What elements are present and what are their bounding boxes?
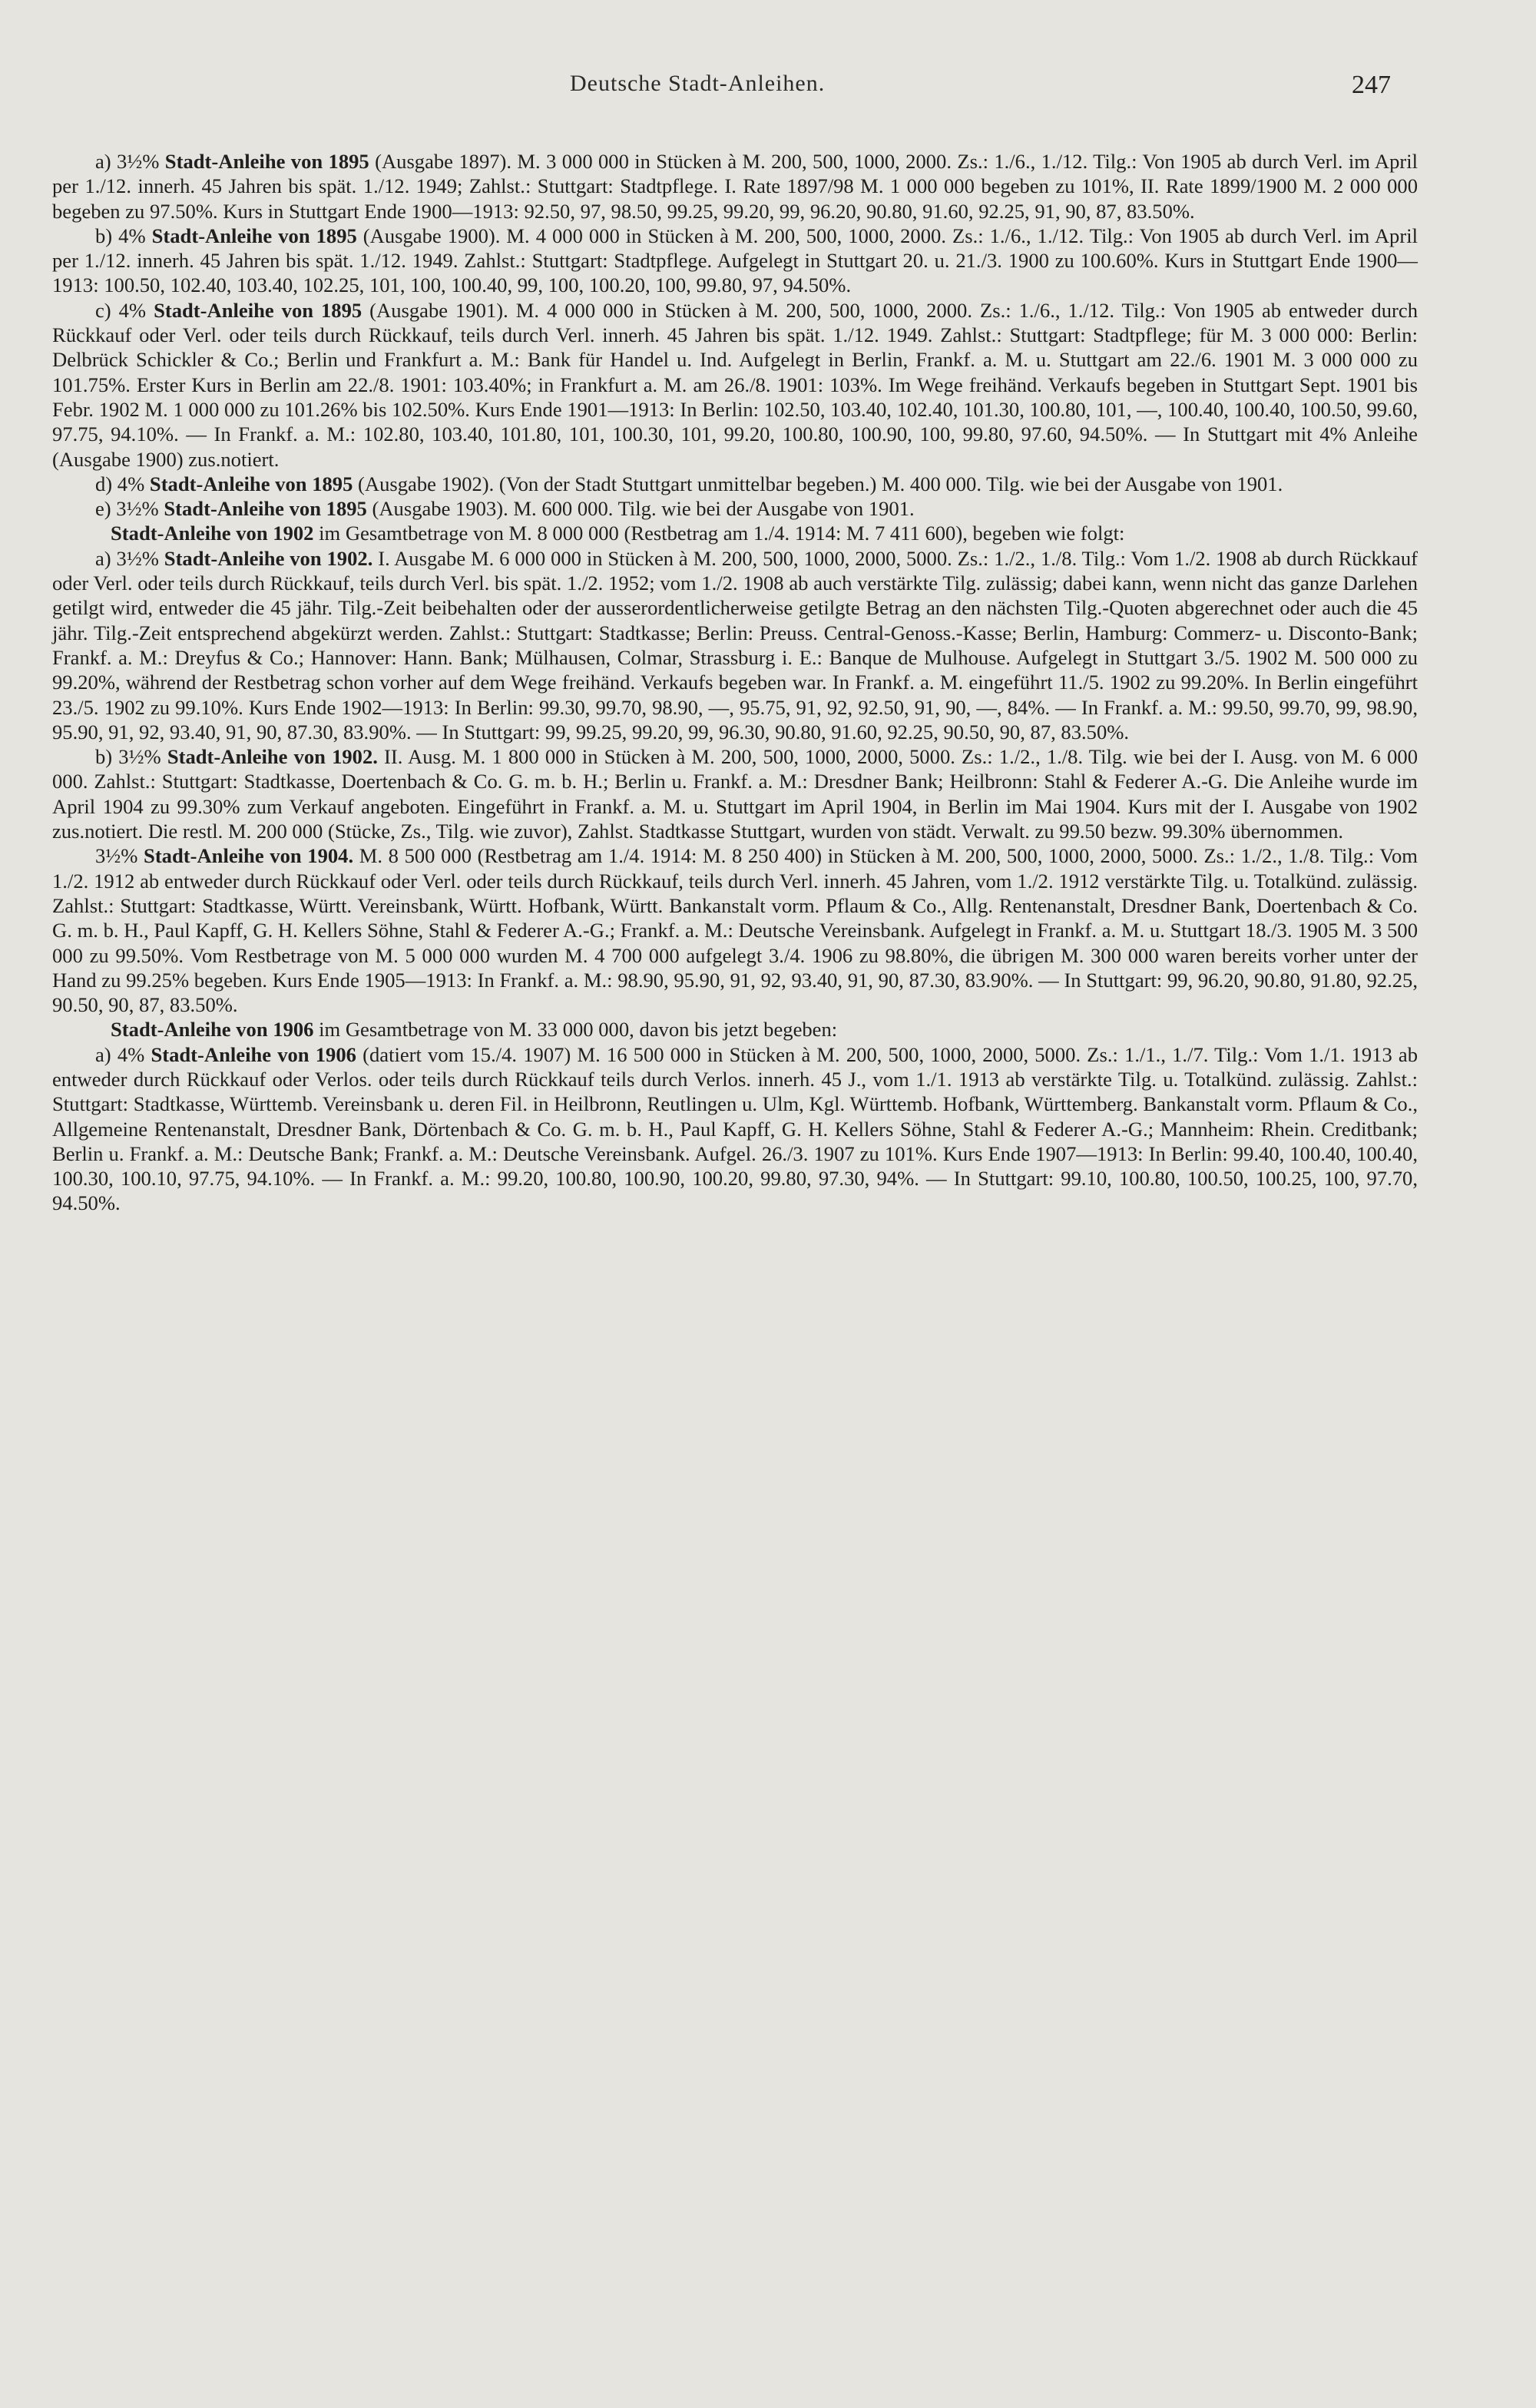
paragraph-body: (Ausgabe 1903). M. 600 000. Tilg. wie bei der Ausgabe von 1901. [366, 497, 915, 521]
running-title: Deutsche Stadt-Anleihen. [570, 71, 826, 96]
paragraph-body: (datiert vom 15./4. 1907) M. 16 500 000 in Stücken à M. 200, 500, 1000, 2000, 5000. Zs.: 1./1., 1./7. Tilg.: Vom 1./1. 1913 ab entweder durch Rückkauf oder Verlos. oder teils durch Rückkauf teils durch Verlos. innerh. 45 J., vom 1./1. 1913 ab verstärkte Tilg. u. Totalkünd. zulässig. Zahlst.: Stuttgart: Stadtkasse, Württemb. Vereinsbank u. deren Fil. in Heilbronn, Reutlingen u. Ulm, Kgl. Württemb. Hofbank, Württemberg. Bankanstalt vorm. Pflaum & Co., Allgemeine Rentenanstalt, Dresdner Bank, Dörtenbach & Co. G. m. b. H., Paul Kapff, G. H. Kellers Söhne, Stahl & Federer A.-G.; Mannheim: Rhein. Creditbank; Berlin u. Frankf. a. M.: Deutsche Bank; Frankf. a. M.: Deutsche Vereinsbank. Aufgel. 26./3. 1907 zu 101%. Kurs Ende 1907—1913: In Berlin: 99.40, 100.40, 100.40, 100.30, 100.10, 97.75, 94.10%. — In Frankf. a. M.: 99.20, 100.80, 100.90, 100.20, 99.80, 97.30, 94%. — In Stuttgart: 99.10, 100.80, 100.50, 100.25, 100, 97.70, 94.50%. [52, 1042, 1418, 1215]
paragraph-main-1906 [52, 1017, 1418, 1042]
paragraph-prefix: a) 4% [95, 1042, 151, 1066]
loan-heading: Stadt-Anleihe von 1895 [164, 150, 369, 173]
paragraph-body: II. Ausg. M. 1 800 000 in Stücken à M. 200, 500, 1000, 2000, 5000. Zs.: 1./2., 1./8. Tilg. wie bei der I. Ausg. von M. 6 000 000. Zahlst.: Stuttgart: Stadtkasse, Doertenbach & Co. G. m. b. H.; Berlin u. Frankf. a. M.: Dresdner Bank; Heilbronn: Stahl & Federer A.-G. Die Anleihe wurde im April 1904 zu 99.30% zum Verkauf angeboten. Eingeführt in Frankf. a. M. u. Stuttgart im April 1904, in Berlin im Mai 1904. Kurs mit der I. Ausgabe von 1902 zus.notiert. Die restl. M. 200 000 (Stücke, Zs., Tilg. wie zuvor), Zahlst. Stadtkasse Stuttgart, wurden von städt. Verwalt. zu 99.50 bezw. 99.30% übernommen. [52, 745, 1418, 843]
paragraph-b-1902 [52, 744, 1418, 843]
paragraph-body: M. 8 500 000 (Restbetrag am 1./4. 1914: M. 8 250 400) in Stücken à M. 200, 500, 1000, 2000, 5000. Zs.: 1./2., 1./8. Tilg.: Vom 1./2. 1912 ab entweder durch Rückkauf oder Verl. oder teils durch Rückkauf, teils durch Verl. innerh. 45 Jahren, vom 1./2. 1912 verstärkte Tilg. u. Totalkünd. zulässig. Zahlst.: Stuttgart: Stadtkasse, Württ. Vereinsbank, Württ. Hofbank, Württ. Bankanstalt vorm. Pflaum & Co., Allg. Rentenanstalt, Dresdner Bank, Doertenbach & Co. G. m. b. H., Paul Kapff, G. H. Kellers Söhne, Stahl & Federer A.-G.; Frankf. a. M.: Deutsche Vereinsbank. Aufgelegt in Frankf. a. M. u. Stuttgart 18./3. 1905 M. 3 500 000 zu 99.50%. Vom Restbetrage von M. 5 000 000 wurden M. 4 700 000 aufgelegt 3./4. 1906 zu 98.80%, die übrigen M. 300 000 waren bereits vorher unter der Hand zu 99.25% begeben. Kurs Ende 1905—1913: In Frankf. a. M.: 98.90, 95.90, 91, 92, 93.40, 91, 90, 87.30, 83.90%. — In Stuttgart: 99, 96.20, 90.80, 91.80, 92.25, 90.50, 90, 87, 83.50%. [52, 844, 1418, 1017]
paragraph-body: (Ausgabe 1901). M. 4 000 000 in Stücken à M. 200, 500, 1000, 2000. Zs.: 1./6., 1./12. Tilg.: Von 1905 ab entweder durch Rückkauf oder Verl. oder teils durch Rückkauf, teils durch Verl. innerh. 45 Jahren bis spät. 1./12. 1949. Zahlst.: Stuttgart: Stadtpflege; für M. 3 000 000: Berlin: Delbrück Schickler & Co.; Berlin und Frankfurt a. M.: Bank für Handel u. Ind. Aufgelegt in Berlin, Frankf. a. M. u. Stuttgart am 22./6. 1901 M. 3 000 000 zu 101.75%. Erster Kurs in Berlin am 22./8. 1901: 103.40%; in Frankfurt a. M. am 26./8. 1901: 103%. Im Wege freihänd. Verkaufs begeben in Stuttgart Sept. 1901 bis Febr. 1902 M. 1 000 000 zu 101.26% bis 102.50%. Kurs Ende 1901—1913: In Berlin: 102.50, 103.40, 102.40, 101.30, 100.80, 101, —, 100.40, 100.40, 100.50, 99.60, 97.75, 94.10%. — In Frankf. a. M.: 102.80, 103.40, 101.80, 101, 100.30, 101, 99.20, 100.80, 100.90, 100, 99.80, 97.60, 94.50%. — In Stuttgart mit 4% Anleihe (Ausgabe 1900) zus.notiert. [52, 298, 1418, 471]
paragraph-a-1902 [52, 546, 1418, 744]
paragraph-prefix: c) 4% [95, 298, 154, 322]
loan-heading: Stadt-Anleihe von 1895 [154, 298, 362, 322]
loan-heading: Stadt-Anleihe von 1895 [149, 472, 353, 495]
loan-heading: Stadt-Anleihe von 1904. [144, 844, 354, 868]
paragraph-body: im Gesamtbetrage von M. 33 000 000, davon bis jetzt begeben: [313, 1018, 838, 1042]
paragraph-c-1895-1901 [52, 298, 1418, 472]
page-header [0, 71, 1536, 117]
paragraph-prefix: a) 3½% [95, 546, 164, 570]
paragraph-main-1902 [52, 521, 1418, 545]
paragraph-d-1895-1902 [52, 472, 1418, 496]
loan-heading: Stadt-Anleihe von 1906 [111, 1018, 314, 1042]
paragraph-main-1904 [52, 843, 1418, 1017]
loan-heading: Stadt-Anleihe von 1902 [111, 522, 314, 545]
loan-heading: Stadt-Anleihe von 1902. [167, 745, 378, 769]
paragraph-e-1895-1903 [52, 496, 1418, 521]
paragraph-a-1906 [52, 1042, 1418, 1216]
paragraph-body: im Gesamtbetrage von M. 8 000 000 (Restbetrag am 1./4. 1914: M. 7 411 600), begeben wie folgt: [313, 522, 1125, 545]
paragraph-prefix: b) 4% [95, 224, 152, 247]
page-body [52, 149, 1418, 1216]
paragraph-b-1895-1900 [52, 224, 1418, 298]
loan-heading: Stadt-Anleihe von 1902. [164, 546, 373, 570]
paragraph-a-1895-1897 [52, 149, 1418, 224]
paragraph-prefix: d) 4% [95, 472, 150, 495]
page-number: 247 [1352, 71, 1391, 99]
paragraph-body: (Ausgabe 1900). M. 4 000 000 in Stücken à M. 200, 500, 1000, 2000. Zs.: 1./6., 1./12. Tilg.: Von 1905 ab durch Verl. im April per 1./12. innerh. 45 Jahren bis spät. 1./12. 1949. Zahlst.: Stuttgart: Stadtpflege. Aufgelegt in Stuttgart 20. u. 21./3. 1900 zu 100.60%. Kurs in Stuttgart Ende 1900—1913: 100.50, 102.40, 103.40, 102.25, 101, 100, 100.40, 99, 100, 100.20, 100, 99.80, 97, 94.50%. [52, 224, 1418, 297]
paragraph-body: I. Ausgabe M. 6 000 000 in Stücken à M. 200, 500, 1000, 2000, 5000. Zs.: 1./2., 1./8. Tilg.: Vom 1./2. 1908 ab durch Rückkauf oder Verl. oder teils durch Rückkauf, teils durch Verl. bis spät. 1./2. 1952; vom 1./2. 1908 ab auch verstärkte Tilg. zulässig; dabei kann, wenn nicht das ganze Darlehen getilgt wird, entweder die 45 jähr. Tilg.-Zeit beibehalten oder der ausserordentlicherweise getilgte Betrag an den nächsten Tilg.-Quoten abgerechnet oder auch die 45 jähr. Tilg.-Zeit entsprechend abgekürzt werden. Zahlst.: Stuttgart: Stadtkasse; Berlin: Preuss. Central-Genoss.-Kasse; Berlin, Hamburg: Commerz- u. Disconto-Bank; Frankf. a. M.: Dreyfus & Co.; Hannover: Hann. Bank; Mülhausen, Colmar, Strassburg i. E.: Banque de Mulhouse. Aufgelegt in Stuttgart 3./5. 1902 M. 500 000 zu 99.20%, während der Restbetrag schon vorher auf dem Wege freihänd. Verkaufs begeben war. In Frankf. a. M. eingeführt 11./5. 1902 zu 99.20%. In Berlin eingeführt 23./5. 1902 zu 99.10%. Kurs Ende 1902—1913: In Berlin: 99.30, 99.70, 98.90, —, 95.75, 91, 92, 92.50, 91, 90, —, 84%. — In Frankf. a. M.: 99.50, 99.70, 99, 98.90, 95.90, 91, 92, 93.40, 91, 90, 87.30, 83.90%. — In Stuttgart: 99, 99.25, 99.20, 99, 96.30, 90.80, 91.60, 92.25, 90.50, 90, 87, 83.50%. [52, 546, 1418, 744]
paragraph-body: (Ausgabe 1897). M. 3 000 000 in Stücken à M. 200, 500, 1000, 2000. Zs.: 1./6., 1./12. Tilg.: Von 1905 ab durch Verl. im April per 1./12. innerh. 45 Jahren bis spät. 1./12. 1949; Zahlst.: Stuttgart: Stadtpflege. I. Rate 1897/98 M. 1 000 000 begeben zu 101%, II. Rate 1899/1900 M. 2 000 000 begeben zu 97.50%. Kurs in Stuttgart Ende 1900—1913: 92.50, 97, 98.50, 99.25, 99.20, 99, 96.20, 90.80, 91.60, 92.25, 91, 90, 87, 83.50%. [52, 150, 1418, 223]
loan-heading: Stadt-Anleihe von 1895 [164, 497, 367, 521]
loan-heading: Stadt-Anleihe von 1906 [151, 1042, 356, 1066]
paragraph-prefix: e) 3½% [95, 497, 164, 521]
paragraph-prefix: a) 3½% [95, 150, 165, 173]
loan-heading: Stadt-Anleihe von 1895 [151, 224, 357, 247]
paragraph-prefix: 3½% [95, 844, 144, 868]
paragraph-body: (Ausgabe 1902). (Von der Stadt Stuttgart unmittelbar begeben.) M. 400 000. Tilg. wie bei der Ausgabe von 1901. [353, 472, 1283, 495]
paragraph-prefix: b) 3½% [95, 745, 167, 769]
